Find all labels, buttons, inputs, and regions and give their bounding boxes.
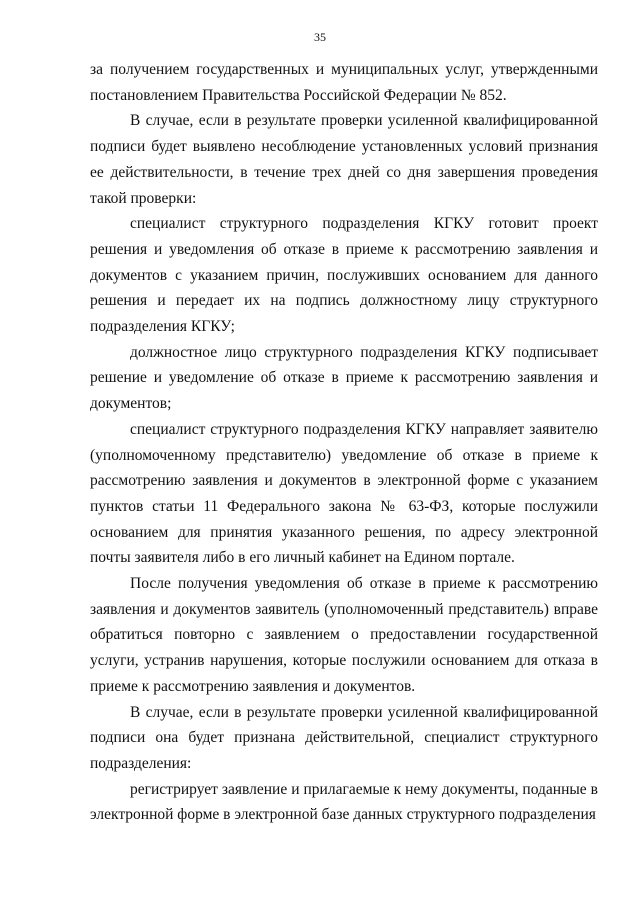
page-number: 35 xyxy=(314,30,326,44)
paragraph: специалист структурного подразделения КГКУ готовит проект решения и уведомления об отказе в приеме к рассмотрению заявления и документов с указанием причин, послуживших основанием для данного решения и передает их на подпись должностному лицу структурного подразделения КГКУ; xyxy=(90,215,598,336)
paragraph: После получения уведомления об отказе в приеме к рассмотрению заявления и документов заявитель (уполномоченный представитель) вправе обратиться повторно с заявлением о предоставлении государственной услуги, устранив нарушения, которые послужили основанием для отказа в приеме к рассмотрению заявления и документов. xyxy=(90,575,598,695)
document-body xyxy=(90,57,598,828)
paragraph: В случае, если в результате проверки усиленной квалифицированной подписи она будет признана действительной, специалист структурного подразделения: xyxy=(90,703,598,772)
paragraph: регистрирует заявление и прилагаемые к нему документы, поданные в электронной форме в электронной базе данных структурного подразделения xyxy=(90,780,598,824)
paragraph: за получением государственных и муниципальных услуг, утвержденными постановлением Правительства Российской Федерации № 852. xyxy=(90,61,598,104)
paragraph: В случае, если в результате проверки усиленной квалифицированной подписи будет выявлено несоблюдение установленных условий признания ее действительности, в течение трех дней со дня завершения проведения такой проверки: xyxy=(90,112,598,207)
paragraph: специалист структурного подразделения КГКУ направляет заявителю (уполномоченному представителю) уведомление об отказе в приеме к рассмотрению заявления и документов в электронной форме с указанием пунктов статьи 11 Федерального закона № 63-ФЗ, которые послужили основанием для принятия указанного решения, по адресу электронной почты заявителя либо в его личный кабинет на Едином портале. xyxy=(90,420,598,567)
paragraph: должностное лицо структурного подразделения КГКУ подписывает решение и уведомление об отказе в приеме к рассмотрению заявления и документов; xyxy=(90,343,598,413)
